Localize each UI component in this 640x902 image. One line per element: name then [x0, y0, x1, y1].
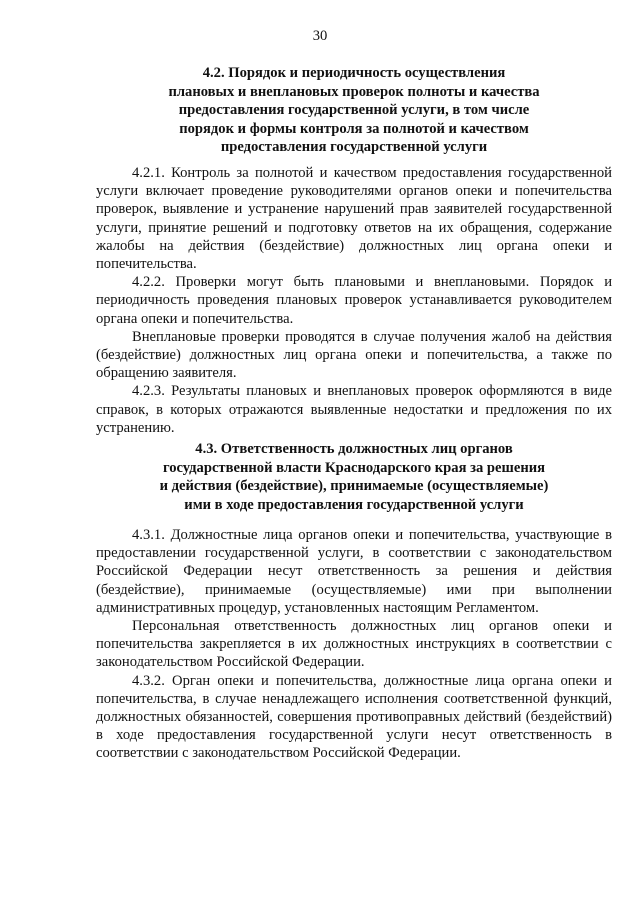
section-4-3-heading	[96, 440, 612, 514]
section-4-3-body	[96, 526, 612, 763]
paragraph-4-3-1: 4.3.1. Должностные лица органов опеки и попечительства, участвующие в предоставлении государственной услуги, в соответствии с законодательством Российской Федерации несут ответственность за решения и действия (бездействие), принимаемые (осуществляемые) ими при выполнении административных процедур, установленных настоящим Регламентом.	[96, 527, 612, 616]
page-number: 30	[312, 28, 328, 44]
section-heading	[96, 440, 612, 514]
section-4-2-body	[96, 164, 612, 437]
paragraph-unscheduled-checks: Внеплановые проверки проводятся в случае получения жалоб на действия (бездействие) должностных лиц органа опеки и попечительства, а также по обращению заявителя.	[96, 328, 612, 382]
heading-line: ими в ходе предоставления государственной услуги	[184, 496, 524, 513]
section-heading	[96, 64, 612, 157]
section-4-2-heading	[96, 64, 612, 157]
heading-line: порядок и формы контроля за полнотой и качеством	[179, 120, 529, 137]
heading-line: 4.3. Ответственность должностных лиц органов	[195, 441, 513, 457]
heading-line: плановых и внеплановых проверок полноты и качества	[168, 83, 540, 100]
paragraph-4-3-2: 4.3.2. Орган опеки и попечительства, должностные лица органа опеки и попечительства, в случае ненадлежащего исполнения соответственной функций, должностных обязанностей, совершения противоправных действий (бездействий) в ходе предоставления государственной услуги несут ответственность в соответствии с законодательством Российской Федерации.	[96, 672, 612, 762]
heading-line: предоставления государственной услуги	[220, 139, 488, 155]
heading-line: государственной власти Краснодарского края за решения	[162, 459, 546, 476]
paragraph-4-2-3: 4.2.3. Результаты плановых и внеплановых проверок оформляются в виде справок, в которых отражаются выявленные недостатки и предложения по их устранению.	[96, 383, 612, 436]
paragraph-4-2-2: 4.2.2. Проверки могут быть плановыми и внеплановыми. Порядок и периодичность проведения плановых проверок устанавливается руководителем органа опеки и попечительства.	[96, 274, 612, 327]
heading-line: и действия (бездействие), принимаемые (осуществляемые)	[159, 478, 549, 494]
paragraph-personal-responsibility: Персональная ответственность должностных лиц органов опеки и попечительства закрепляется в их должностных инструкциях в соответствии с законодательством Российской Федерации.	[96, 618, 612, 671]
paragraph-4-2-1: 4.2.1. Контроль за полнотой и качеством предоставления государственной услуги включает проведение руководителями органов опеки и попечительства проверок, выявление и устранение нарушений прав заявителей государственной услуги, принятие решений и подготовку ответов на их обращения, содержание жалобы на действия (бездействие) должностных лиц органа опеки и попечительства.	[96, 165, 612, 273]
heading-line: 4.2. Порядок и периодичность осуществления	[202, 65, 506, 81]
heading-line: предоставления государственной услуги, в том числе	[178, 102, 530, 118]
